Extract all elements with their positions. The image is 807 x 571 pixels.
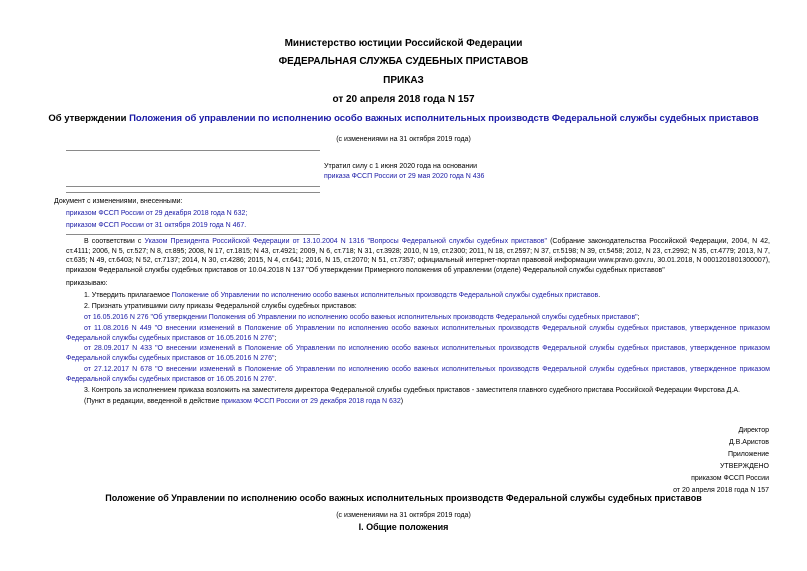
point-2-d-end: . (274, 375, 277, 383)
changes-item-1[interactable]: приказом ФССП России от 29 декабря 2018 года N 632; (66, 210, 248, 217)
point-2-c-end: ; (274, 354, 277, 362)
point-1 (66, 291, 770, 301)
chapter-heading: I. Общие положения (358, 522, 449, 532)
point-2-b-end: ; (274, 334, 277, 342)
point-2-c-link[interactable]: от 28.09.2017 N 433 "О внесении изменений в Положение об Управлении по исполнению особо важных исполнительных производств Федеральной службы судебных приставов, утвержденное приказом Федеральной службы судебных приставов от 16.05.2016 N 276" (66, 345, 770, 362)
divider (66, 186, 320, 187)
point-2-d-link[interactable]: от 27.12.2017 N 678 "О внесении изменений в Положение об Управлении по исполнению особо важных исполнительных производств Федеральной службы судебных приставов, утвержденное приказом Федеральной службы судебных приставов от 16.05.2016 N 276" (66, 366, 770, 383)
doc-title-prefix: Об утверждении (48, 113, 130, 124)
changes-block (54, 196, 247, 232)
appendix-line-4: от 20 апреля 2018 года N 157 (673, 487, 769, 494)
amended-note: (с изменениями на 31 октября 2019 года) (336, 136, 471, 143)
intro-paragraph (66, 237, 770, 275)
section-amended-note: (с изменениями на 31 октября 2019 года) (336, 512, 471, 519)
void-note-text: Утратил силу с 1 июня 2020 года на основании (324, 163, 478, 170)
void-note-link[interactable]: приказа ФССП России от 29 мая 2020 года N 436 (324, 173, 485, 180)
intro-post: (Собрание законодательства Российской Федерации, 2004, N 42, ст.4111; 2006, N 5, ст.527; N 8, ст.895; 2008, N 17, ст.1815; N 43, ст.4921; 2009, N 6, ст.718; N 31, ст.3928; 2010, N 19, ст.2300; 2011, N 18, ст.2597; N 37, ст.5198; N 39, ст.5458; 2012, N 23, ст.2992; N 35, ст.4779; 2013, N 7, ст.635; N 49, ст.6403; N 52, ст.7137; 2014, N 30, ст.4286; 2015, N 4, ст.641; 2016, N 15, ст.2070; N 51, ст.7357; официальный интернет-портал правовой информации www.pravo.gov.ru, 30.01.2018, N 0001201801300007), приказом Федеральной службы судебных приставов от 10.04.2018 N 137 "Об утверждении Примерного положения об управлении (отделе) Федеральной службы судебных приставов" (66, 238, 770, 274)
doc-type: ПРИКАЗ (383, 75, 424, 86)
point-3: 3. Контроль за исполнением приказа возложить на заместителя директора Федеральной службы судебных приставов - заместителя главного судебного пристава Российской Федерации Фирстова Д.А. (84, 387, 740, 394)
point-3-note (66, 397, 770, 407)
appendix-line-3: приказом ФССП России (691, 475, 769, 482)
point-2-item-b (66, 324, 770, 343)
point-2: 2. Признать утратившими силу приказы Федеральной службы судебных приставов: (84, 303, 357, 310)
point-1-link[interactable]: Положение об Управлении по исполнению особо важных исполнительных производств Федеральной службы судебных приставов (171, 292, 599, 299)
signature-position: Директор (738, 427, 769, 434)
doc-title (0, 113, 807, 124)
section-title: Положение об Управлении по исполнению особо важных исполнительных производств Федеральной службы судебных приставов (105, 493, 702, 503)
point-2-a-link[interactable]: от 16.05.2016 N 276 "Об утверждении Положения об Управлении по исполнению особо важных исполнительных производств Федеральной службы судебных приставов" (84, 314, 638, 321)
changes-label: Документ с изменениями, внесенными: (54, 198, 183, 205)
point-3-note-link[interactable]: приказом ФССП России от 29 декабря 2018 года N 632 (221, 398, 401, 405)
signature-block (673, 425, 769, 497)
point-3-note-post: ) (400, 398, 404, 405)
appendix-line-1: Приложение (727, 451, 769, 458)
point-2-item-a (66, 313, 770, 323)
intro-link[interactable]: Указом Президента Российской Федерации от 13.10.2004 N 1316 "Вопросы Федеральной службы судебных приставов" (144, 238, 548, 245)
divider (66, 150, 320, 151)
point-1-pre: 1. Утвердить прилагаемое (84, 292, 172, 299)
signature-name: Д.В.Аристов (728, 439, 769, 446)
point-1-post: . (598, 292, 601, 299)
point-3-note-pre: (Пункт в редакции, введенной в действие (84, 398, 222, 405)
divider (66, 234, 320, 235)
intro-pre: В соответствии с (84, 238, 145, 245)
point-2-item-d (66, 365, 770, 384)
prikazyvayu: приказываю: (66, 280, 108, 287)
point-2-item-c (66, 344, 770, 363)
point-2-b-link[interactable]: от 11.08.2016 N 449 "О внесении изменений в Положение об Управлении по исполнению особо важных исполнительных производств Федеральной службы судебных приставов, утвержденное приказом Федеральной службы судебных приставов от 16.05.2016 N 276" (66, 325, 770, 342)
doc-title-link[interactable]: Положения об управлении по исполнению особо важных исполнительных производств Федеральной службы судебных приставов (129, 113, 759, 124)
changes-item-2[interactable]: приказом ФССП России от 31 октября 2019 года N 467. (66, 222, 247, 229)
appendix-line-2: УТВЕРЖДЕНО (719, 463, 769, 470)
service-name: ФЕДЕРАЛЬНАЯ СЛУЖБА СУДЕБНЫХ ПРИСТАВОВ (278, 56, 529, 67)
ministry-name: Министерство юстиции Российской Федерации (284, 38, 523, 49)
point-2-a-end: ; (637, 314, 640, 321)
void-note (324, 162, 484, 181)
divider (66, 192, 320, 193)
doc-date-number: от 20 апреля 2018 года N 157 (332, 94, 475, 105)
